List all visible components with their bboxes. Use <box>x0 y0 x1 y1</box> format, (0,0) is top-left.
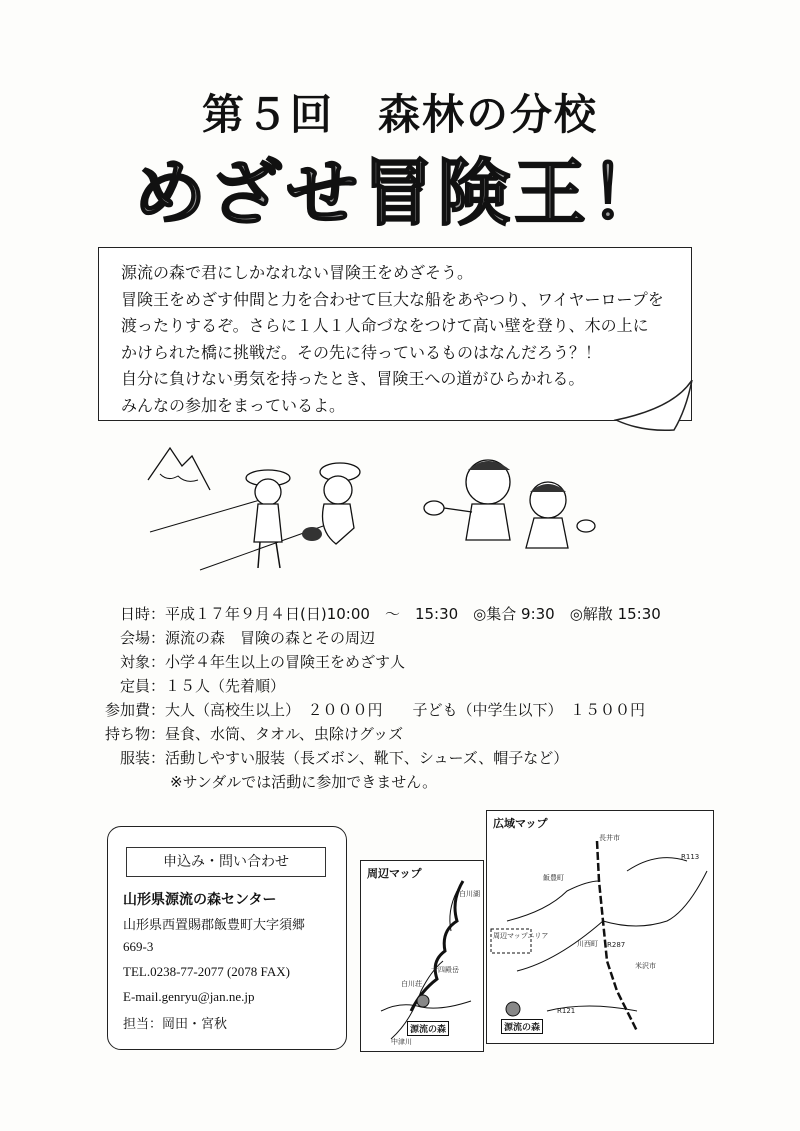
clothing-value: 活動しやすい服装（長ズボン、靴下、シューズ、帽子など） <box>165 749 569 767</box>
local-map-label: 白川荘 <box>401 980 422 988</box>
boys-walking-illustration <box>418 452 608 557</box>
local-map-marker: 源流の森 <box>407 1021 449 1036</box>
items-label: 持ち物 <box>104 725 150 743</box>
venue-label: 会場 <box>119 629 150 647</box>
target-label: 対象 <box>119 653 150 671</box>
wide-map-marker: 源流の森 <box>501 1019 543 1034</box>
wide-map-label: R121 <box>557 1007 576 1015</box>
intro-box <box>98 247 692 421</box>
venue-row: 会場：源流の森 冒険の森とその周辺 <box>88 627 375 651</box>
wide-map-label: 川西町 <box>577 940 598 948</box>
wide-map-label: 飯豊町 <box>543 874 564 882</box>
capacity-row: 定員：１５人（先着順） <box>88 675 285 699</box>
wide-map-label: R287 <box>607 941 626 949</box>
date-row: 日時：平成１７年９月４日(日)10:00 ～ 15:30 ◎集合 9:30 ◎解散 15:30 <box>88 603 661 627</box>
page-curl-decoration <box>612 380 694 436</box>
adventurers-hiking-illustration <box>140 440 390 580</box>
clothing-row: 服装：活動しやすい服装（長ズボン、靴下、シューズ、帽子など） <box>88 747 568 771</box>
contact-tel: TEL.0238-77-2077 (2078 FAX) <box>123 964 290 979</box>
intro-line: かけられた橋に挑戦だ。その先に待っているものはなんだろう？！ <box>121 342 602 362</box>
wide-map-label: R113 <box>681 853 700 861</box>
wide-map-drawing <box>487 811 713 1043</box>
local-map-title: 周辺マップ <box>367 867 422 880</box>
contact-email: E-mail.genryu@jan.ne.jp <box>123 989 255 1004</box>
local-map-label: 白川湖 <box>459 890 480 898</box>
capacity-label: 定員 <box>119 677 150 695</box>
wide-map-label: 周辺マップエリア <box>493 932 549 940</box>
wide-map-title: 広域マップ <box>493 817 548 830</box>
contact-address-number: 669-3 <box>123 939 154 954</box>
local-map <box>360 860 484 1052</box>
wide-map-label: 米沢市 <box>635 962 656 970</box>
local-map-label: 中津川 <box>391 1038 412 1046</box>
fee-row: 参加費：大人（高校生以上） ２０００円 子ども（中学生以下） １５００円 <box>88 699 645 723</box>
items-row: 持ち物：昼食、水筒、タオル、虫除けグッズ <box>88 723 403 747</box>
clothing-note: ※サンダルでは活動に参加できません。 <box>170 773 438 791</box>
target-row: 対象：小学４年生以上の冒険王をめざす人 <box>88 651 405 675</box>
target-value: 小学４年生以上の冒険王をめざす人 <box>165 653 406 671</box>
contact-address: 山形県西置賜郡飯豊町大字須郷 <box>123 918 306 933</box>
intro-line: 源流の森で君にしかなれない冒険王をめざそう。 <box>121 263 474 282</box>
contact-heading: 申込み・問い合わせ <box>126 847 326 877</box>
contact-staff: 担当：岡田・宮秋 <box>123 1017 228 1032</box>
intro-line: 渡ったりするぞ。さらに１人１人命づなをつけて高い壁を登り、木の上に <box>121 316 649 335</box>
wide-map <box>486 810 714 1044</box>
items-value: 昼食、水筒、タオル、虫除けグッズ <box>165 725 404 743</box>
intro-line: みんなの参加をまっているよ。 <box>121 395 346 415</box>
fee-value: 大人（高校生以上） ２０００円 子ども（中学生以下） １５００円 <box>165 701 646 719</box>
venue-value: 源流の森 冒険の森とその周辺 <box>165 629 376 647</box>
fee-label: 参加費 <box>104 701 150 719</box>
event-subtitle: 第５回 森林の分校 <box>201 90 598 139</box>
wide-map-label: 長井市 <box>599 834 620 842</box>
local-map-label: 十四殿岳 <box>431 966 459 974</box>
date-label: 日時 <box>119 605 150 623</box>
intro-line: 冒険王をめざす仲間と力を合わせて巨大な船をあやつり、ワイヤーロープを <box>121 289 664 309</box>
date-value: 平成１７年９月４日(日)10:00 ～ 15:30 ◎集合 9:30 ◎解散 15:30 <box>165 605 661 623</box>
capacity-value: １５人（先着順） <box>165 677 286 695</box>
event-title: めざせ冒険王！ <box>133 151 666 235</box>
contact-org: 山形県源流の森センター <box>123 892 277 908</box>
clothing-label: 服装 <box>119 749 150 767</box>
intro-line: 自分に負けない勇気を持ったとき、冒険王への道がひらかれる。 <box>121 369 585 388</box>
contact-box <box>107 826 347 1050</box>
